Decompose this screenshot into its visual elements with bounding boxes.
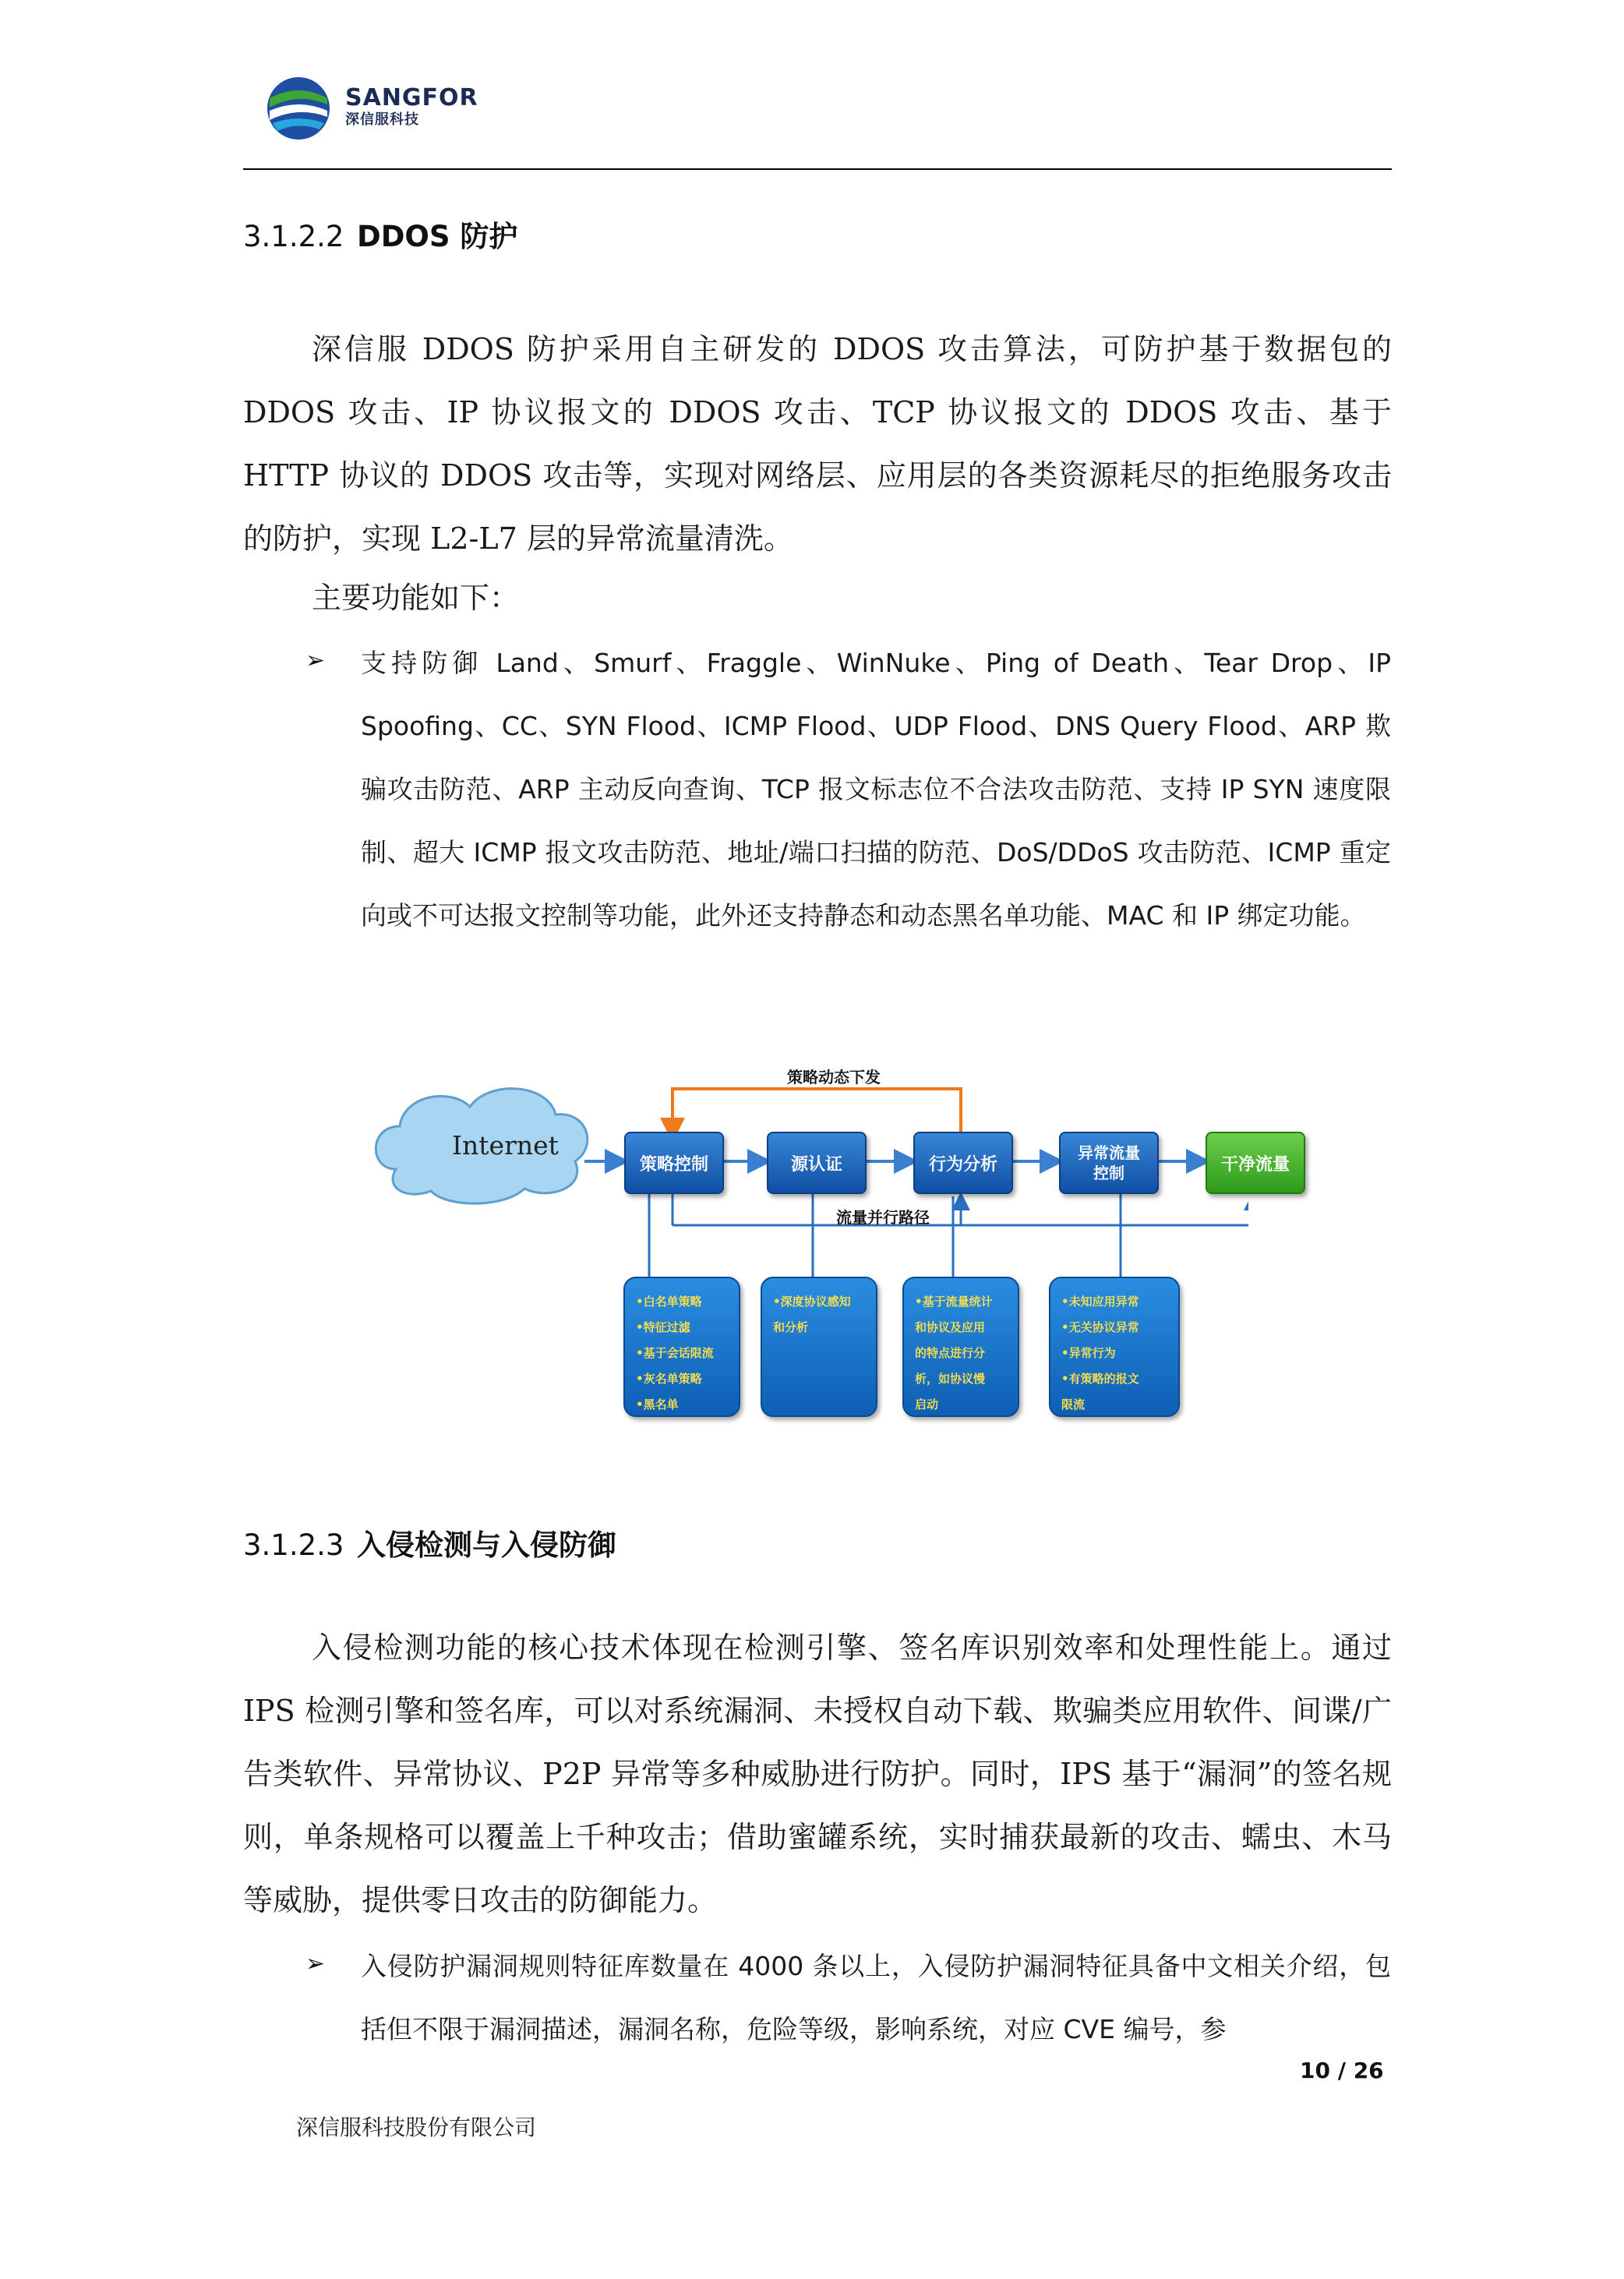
page-number: 10 / 26 <box>1300 2058 1384 2083</box>
section-number: 3.1.2.2 <box>243 220 344 253</box>
cloud-label: Internet <box>452 1130 559 1161</box>
bullet-arrow-icon: ➢ <box>305 647 326 674</box>
info-line: •灰名单策略 <box>636 1372 702 1386</box>
info-line: •有策略的报文 <box>1061 1372 1139 1386</box>
sangfor-logo-icon <box>265 75 332 142</box>
box-abnormal-traffic: 异常流量 控制 <box>1059 1132 1159 1194</box>
ddos-features-bullet: 支持防御 Land、Smurf、Fraggle、WinNuke、Ping of Death、Tear Drop、IP Spoofing、CC、SYN Flood、ICMP Flood、UDP Flood、DNS Query Flood、ARP 欺骗攻击防范、ARP 主动反向查询、TCP 报文标志位不合法攻击防范、支持 IP SYN 速度限制、超大 ICMP 报文攻击防范、地址/端口扫描的防范、DoS/DDoS 攻击防范、ICMP 重定向或不可达报文控制等功能，此外还支持静态和动态黑名单功能、MAC 和 IP 绑定功能。 <box>361 648 1391 931</box>
features-intro: 主要功能如下： <box>312 581 520 615</box>
section-number: 3.1.2.3 <box>243 1528 344 1562</box>
info-line: •特征过滤 <box>636 1320 690 1334</box>
info-box-policy <box>623 1277 740 1417</box>
ips-features-bullet: 入侵防护漏洞规则特征库数量在 4000 条以上，入侵防护漏洞特征具备中文相关介绍，包括但不限于漏洞描述，漏洞名称，危险等级，影响系统，对应 CVE 编号，参 <box>361 1951 1391 2044</box>
info-line: 启动 <box>915 1397 939 1412</box>
info-line: •白名单策略 <box>636 1295 702 1309</box>
ips-paragraph: 入侵检测功能的核心技术体现在检测引擎、签名库识别效率和处理性能上。通过 IPS 检测引擎和签名库，可以对系统漏洞、未授权自动下载、欺骗类应用软件、间谍/广告类软件、异常协议、P2P 异常等多种威胁进行防护。同时，IPS 基于“漏洞”的签名规则，单条规格可以覆盖上千种攻击；借助蜜罐系统，实时捕获最新的攻击、蠕虫、木马等威胁，提供零日攻击的防御能力。 <box>243 1631 1392 1917</box>
bullet-arrow-icon: ➢ <box>305 1950 326 1977</box>
info-line: •基于会话限流 <box>636 1346 714 1360</box>
logo-text <box>345 86 478 129</box>
box-policy-control: 策略控制 <box>624 1132 724 1194</box>
section-heading-ddos <box>243 219 517 255</box>
box-clean-traffic: 干净流量 <box>1206 1132 1305 1194</box>
ddos-flow-diagram <box>372 1052 1290 1419</box>
info-box-abnormal <box>1049 1277 1180 1417</box>
info-line: •异常行为 <box>1061 1346 1116 1360</box>
info-line: •黑名单 <box>636 1397 679 1412</box>
box-source-auth: 源认证 <box>767 1132 867 1194</box>
info-line: •无关协议异常 <box>1061 1320 1139 1334</box>
info-line: •未知应用异常 <box>1061 1295 1139 1309</box>
ddos-paragraph: 深信服 DDOS 防护采用自主研发的 DDOS 攻击算法，可防护基于数据包的 DDOS 攻击、IP 协议报文的 DDOS 攻击、TCP 协议报文的 DDOS 攻击、基于 HTTP 协议的 DDOS 攻击等，实现对网络层、应用层的各类资源耗尽的拒绝服务攻击的防护，实现 L2-L7 层的异常流量清洗。 <box>243 332 1392 556</box>
parallel-path-label: 流量并行路径 <box>836 1208 930 1227</box>
info-box-source-auth <box>761 1277 877 1417</box>
logo-brand: SANGFOR <box>345 84 478 111</box>
info-line: 限流 <box>1061 1397 1086 1412</box>
section-title: DDOS 防护 <box>357 220 518 253</box>
info-line: 析，如协议慢 <box>915 1372 986 1386</box>
policy-feedback-label: 策略动态下发 <box>787 1068 881 1086</box>
info-line: 和协议及应用 <box>915 1320 986 1334</box>
box-behavior-analysis: 行为分析 <box>913 1132 1013 1194</box>
info-line: 和分析 <box>773 1320 809 1334</box>
section-heading-ips <box>243 1528 616 1564</box>
info-line: •深度协议感知 <box>773 1295 851 1309</box>
footer-company: 深信服科技股份有限公司 <box>296 2115 537 2140</box>
info-line: •基于流量统计 <box>915 1295 993 1309</box>
logo-subtitle: 深信服科技 <box>345 111 419 128</box>
header-divider <box>243 168 1392 170</box>
info-line: 的特点进行分 <box>915 1346 986 1360</box>
info-box-behavior <box>902 1277 1019 1417</box>
section-title: 入侵检测与入侵防御 <box>357 1528 616 1562</box>
